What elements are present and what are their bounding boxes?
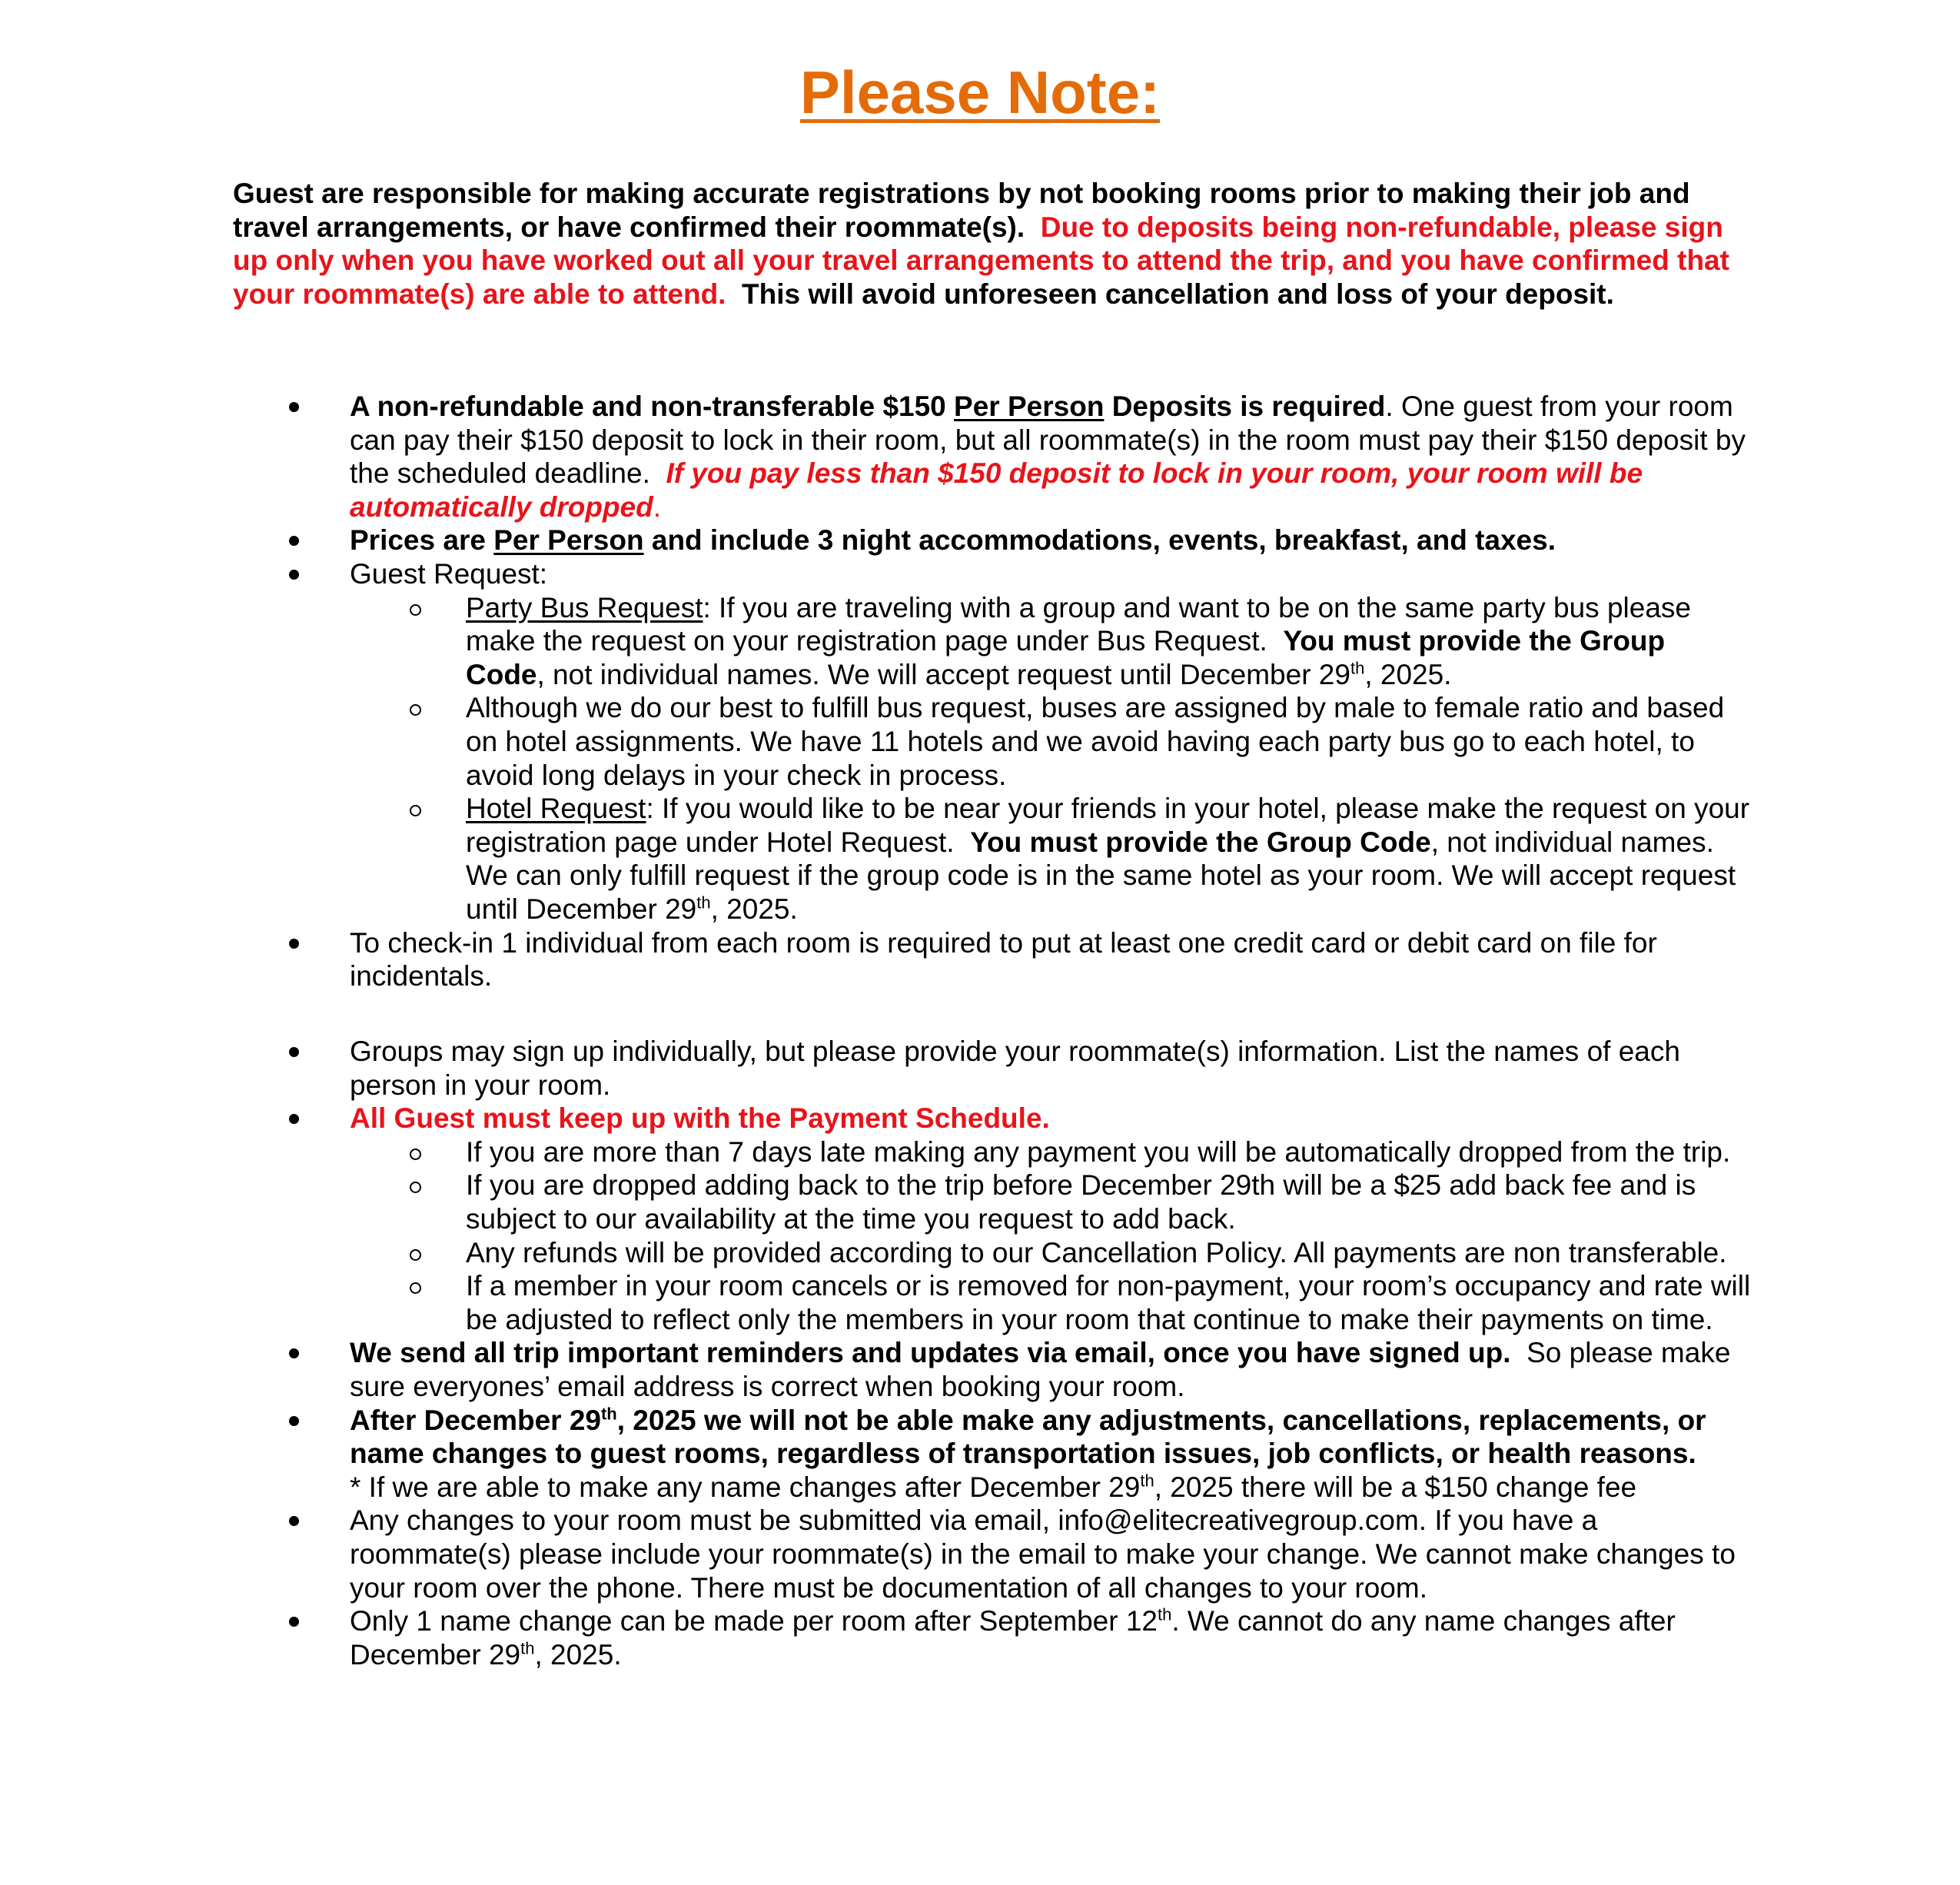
add-back-text: If you are dropped adding back to the trip before December 29th will be a $25 add back fee and is subject to our availability at the time you request to add back. (466, 1169, 1696, 1235)
deposit-required: Deposits is required (1111, 391, 1386, 422)
party-bus-year: , 2025. (1364, 658, 1452, 690)
reminders-text: So please make sure everyones’ email address is correct when booking your room. (350, 1337, 1731, 1402)
list-item-prices (233, 524, 1751, 557)
circle-bullet-icon (410, 1149, 421, 1160)
party-bus-deadline: , not individual names. We will accept request until December 29 (537, 658, 1350, 690)
intro-warning: Due to deposits being non-refundable, please sign up only when you have worked out all your travel arrangements to attend the trip, and you have confirmed that your roommate(s) are able to attend. (233, 211, 1729, 310)
list-item-payment (233, 1102, 1751, 1135)
intro-closing: This will avoid unforeseen cancellation and loss of your deposit. (742, 278, 1614, 310)
bullet-icon (289, 1617, 299, 1627)
circle-bullet-icon (410, 1182, 421, 1193)
list-item-deposit (233, 390, 1751, 524)
party-bus-text: : If you are traveling with a group and want to be on the same party bus please make the request on your registration page under Bus Request. (466, 591, 1691, 657)
circle-bullet-icon (410, 604, 421, 616)
sub-item-hotel-request (233, 792, 1751, 926)
bullet-icon (289, 1047, 299, 1057)
hotel-request-text: : If you would like to be near your friends in your hotel, please make the request on your registration page under Hotel Request. (466, 793, 1750, 858)
deposit-bold: A non-refundable and non-transferable $150 (350, 391, 946, 422)
sub-item-bus-note (233, 691, 1751, 792)
deposit-per-person: Per Person (954, 391, 1105, 422)
prices-label: Prices are (350, 524, 486, 557)
notes-list-top (233, 390, 1751, 993)
change-fee-amount: , 2025 there will be a $150 change fee (1154, 1471, 1637, 1503)
sub-item-party-bus (233, 591, 1751, 692)
page-title: Please Note: (799, 58, 1161, 126)
circle-bullet-icon (410, 805, 421, 816)
list-item-after-deadline (233, 1404, 1751, 1504)
payment-schedule-warning: All Guest must keep up with the Payment Schedule. (350, 1102, 1050, 1135)
list-item-guest-request (233, 557, 1751, 591)
hotel-request-heading: Hotel Request (466, 793, 646, 825)
bullet-icon (289, 939, 299, 949)
ordinal-suffix: th (1140, 1471, 1154, 1491)
bus-note-text: Although we do our best to fulfill bus request, buses are assigned by male to female ratio and based on hotel assignments. We have 11 hotels and we avoid having each party bus go to each hotel, to avoid long delays in your check in process. (466, 692, 1725, 791)
after-deadline-bold: After December 29 (350, 1404, 601, 1436)
ordinal-suffix: th (520, 1638, 535, 1658)
circle-bullet-icon (410, 1282, 421, 1294)
hotel-request-deadline: , not individual names. We can only fulfill request if the group code is in the same hotel as your room. We will accept request until December 29 (466, 826, 1736, 925)
bullet-icon (289, 536, 299, 546)
sub-item-refunds (233, 1236, 1751, 1270)
bullet-icon (289, 402, 299, 412)
list-item-name-change (233, 1604, 1751, 1671)
occupancy-text: If a member in your room cancels or is removed for non-payment, your room’s occupancy and rate will be adjusted to reflect only the members in your room that continue to make their payments on time. (466, 1270, 1751, 1335)
list-item-checkin (233, 926, 1751, 993)
name-change-deadline: . We cannot do any name changes after December 29 (350, 1605, 1676, 1671)
party-bus-heading: Party Bus Request (466, 591, 703, 623)
name-change-text: Only 1 name change can be made per room after September 12 (350, 1605, 1158, 1637)
intro-paragraph (233, 177, 1751, 311)
list-item-groups (233, 1035, 1751, 1102)
sub-item-late-payment (233, 1135, 1751, 1169)
bullet-icon (289, 1416, 299, 1426)
ordinal-suffix: th (1158, 1604, 1172, 1624)
circle-bullet-icon (410, 704, 421, 716)
ordinal-suffix: th (600, 1404, 617, 1424)
changes-text: Any changes to your room must be submitted via email, info@elitecreativegroup.com. If you have a roommate(s) please include your roommate(s) in the email to make your change. We cannot make changes to your room over the phone. There must be documentation of all changes to your room. (350, 1504, 1736, 1604)
refunds-text: Any refunds will be provided according to our Cancellation Policy. All payments are non transferable. (466, 1236, 1727, 1268)
list-item-reminders (233, 1336, 1751, 1403)
sub-item-occupancy (233, 1269, 1751, 1336)
deposit-warning: If you pay less than $150 deposit to lock in your room, your room will be automatically dropped (350, 457, 1643, 523)
hotel-request-year: , 2025. (710, 893, 798, 925)
name-change-year: , 2025. (534, 1638, 622, 1671)
circle-bullet-icon (410, 1249, 421, 1261)
bullet-icon (289, 1516, 299, 1526)
bullet-icon (289, 1348, 299, 1358)
list-item-changes (233, 1504, 1751, 1604)
deposit-details: . One guest from your room can pay their $150 deposit to lock in their room, but all roommate(s) in the room must pay their $150 deposit by the scheduled deadline. (350, 391, 1746, 490)
party-bus-group-code: You must provide the Group Code (466, 625, 1666, 690)
notes-list-bottom (233, 1035, 1751, 1671)
groups-text: Groups may sign up individually, but please provide your roommate(s) information. List the names of each person in your room. (350, 1036, 1680, 1101)
bullet-icon (289, 570, 299, 580)
change-fee-note: * If we are able to make any name changes after December 29 (350, 1471, 1141, 1503)
bullet-icon (289, 1114, 299, 1124)
checkin-text: To check-in 1 individual from each room is required to put at least one credit card or debit card on file for incidentals. (350, 926, 1657, 992)
guest-request-label: Guest Request: (350, 557, 548, 590)
ordinal-suffix: th (1350, 658, 1365, 678)
reminders-bold: We send all trip important reminders and updates via email, once you have signed up. (350, 1337, 1511, 1369)
deposit-warning-period: . (653, 490, 662, 523)
prices-per-person: Per Person (493, 524, 644, 557)
prices-details: and include 3 night accommodations, events, breakfast, and taxes. (651, 524, 1556, 557)
hotel-group-code: You must provide the Group Code (970, 826, 1431, 858)
late-payment-text: If you are more than 7 days late making any payment you will be automatically dropped from the trip. (466, 1135, 1731, 1168)
intro-text: Guest are responsible for making accurate registrations by not booking rooms prior to making their job and travel arrangements, or have confirmed their roommate(s). (233, 178, 1690, 243)
ordinal-suffix: th (696, 893, 711, 913)
sub-item-add-back (233, 1169, 1751, 1235)
after-deadline-details: , 2025 we will not be able make any adjustments, cancellations, replacements, or name changes to guest rooms, regardless of transportation issues, job conflicts, or health reasons. (350, 1404, 1706, 1470)
